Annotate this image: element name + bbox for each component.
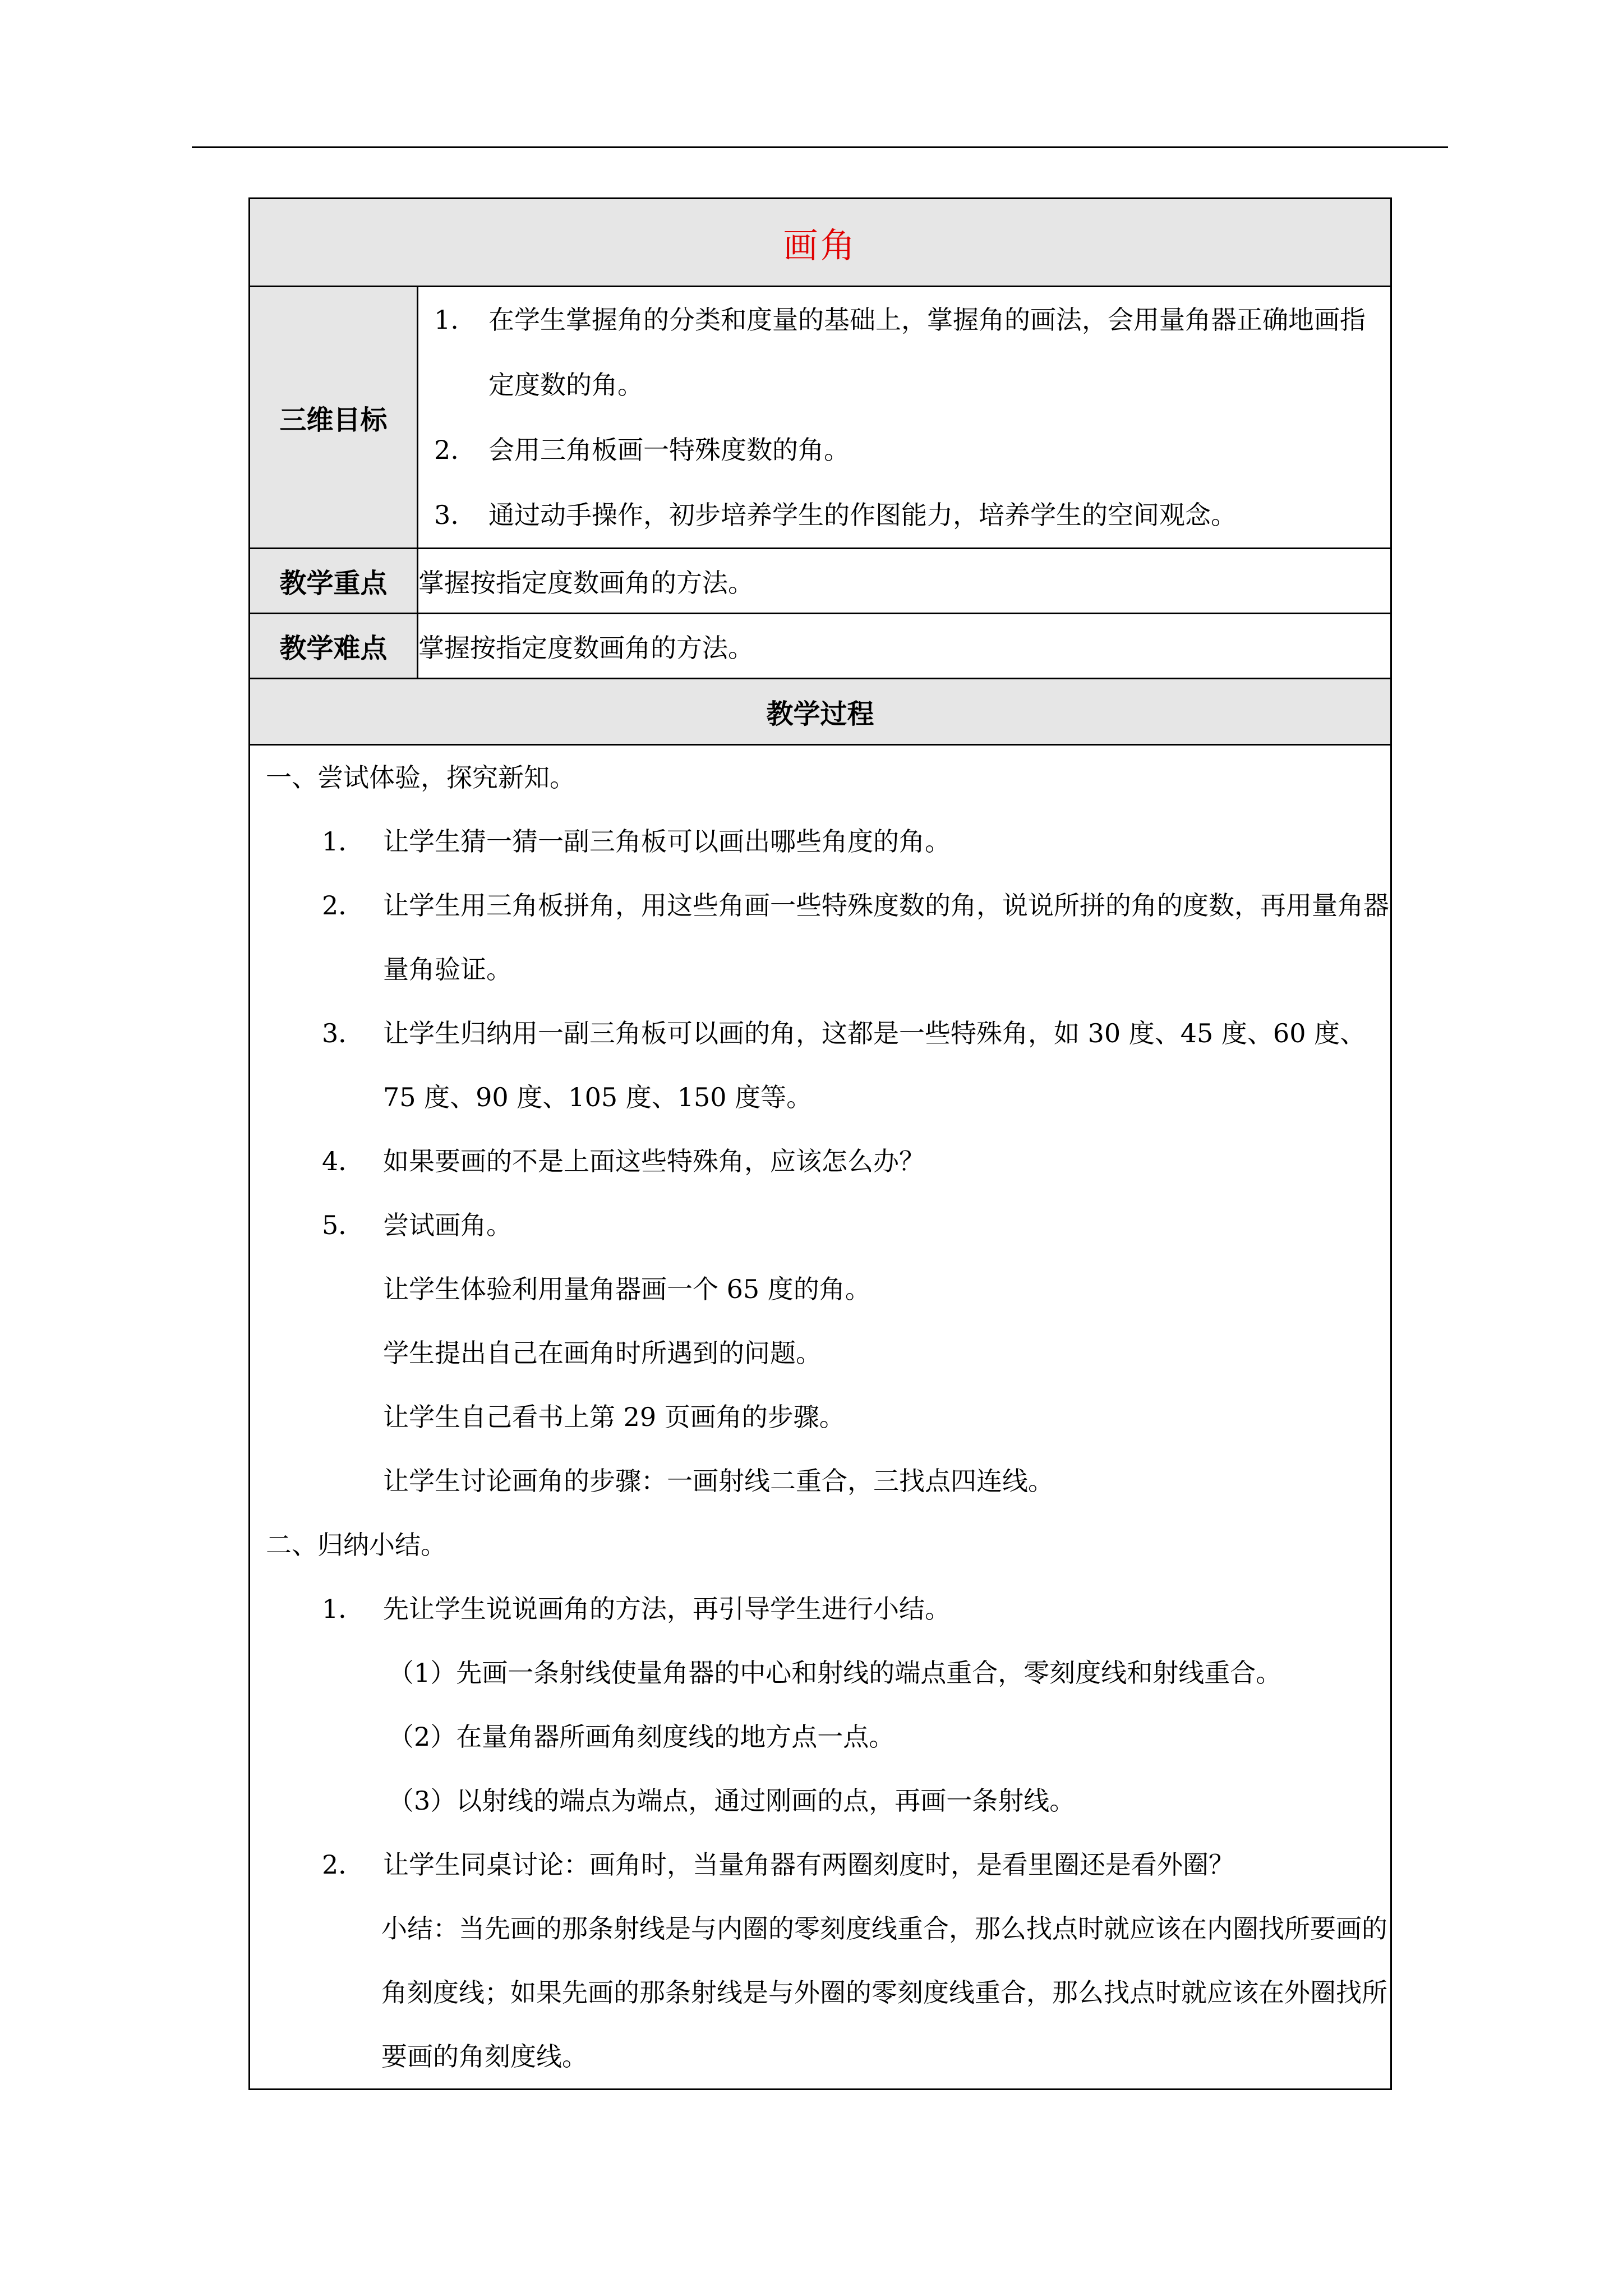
- item-text: 让学生猜一猜一副三角板可以画出哪些角度的角。: [383, 826, 951, 857]
- list-item: [250, 1001, 1390, 1129]
- goal-item: [418, 417, 1390, 482]
- sub-step: 学生提出自己在画角时所遇到的问题。: [383, 1338, 822, 1368]
- title-cell: [250, 199, 1391, 287]
- list-item: [250, 1833, 1390, 1897]
- item-number: 5．: [322, 1210, 365, 1240]
- method-step: （2）在量角器所画角刻度线的地方点一点。: [388, 1722, 895, 1752]
- difficulty-text: 掌握按指定度数画角的方法。: [418, 614, 1391, 679]
- item-text: 让学生同桌讨论：画角时，当量角器有两圈刻度时，是看里圈还是看外圈？: [383, 1849, 1234, 1880]
- difficulty-label: 教学难点: [250, 614, 418, 679]
- goal-number: 1.: [434, 305, 459, 335]
- list-item: [250, 809, 1390, 873]
- method-step: （1）先画一条射线使量角器的中心和射线的端点重合，零刻度线和射线重合。: [388, 1658, 1282, 1688]
- process-body: [250, 745, 1391, 2090]
- item-text: 如果要画的不是上面这些特殊角，应该怎么办？: [383, 1146, 925, 1176]
- list-item: [250, 873, 1390, 1001]
- goal-item: [418, 482, 1390, 547]
- list-item: [250, 1577, 1390, 1641]
- sub-step: 让学生讨论画角的步骤：一画射线二重合，三找点四连线。: [383, 1466, 1054, 1496]
- item-number: 3．: [322, 1018, 365, 1048]
- item-text: 让学生用三角板拼角，用这些角画一些特殊度数的角，说说所拼的角的度数，再用量角器量角验证。: [383, 890, 1389, 984]
- goals-label: 三维目标: [250, 287, 418, 549]
- item-text: 先让学生说说画角的方法，再引导学生进行小结。: [383, 1594, 951, 1624]
- item-number: 1．: [322, 1594, 365, 1624]
- item-number: 4．: [322, 1146, 365, 1176]
- sub-step: 让学生自己看书上第 29 页画角的步骤。: [383, 1402, 845, 1432]
- item-text: 尝试画角。: [383, 1210, 512, 1240]
- goal-item: [418, 287, 1390, 417]
- goal-number: 3.: [434, 500, 459, 530]
- method-step: （3）以射线的端点为端点，通过刚画的点，再画一条射线。: [388, 1786, 1076, 1816]
- header-rule: [192, 146, 1448, 148]
- summary-paragraph: 小结：当先画的那条射线是与内圈的零刻度线重合，那么找点时就应该在内圈找所要画的角刻度线；如果先画的那条射线是与外圈的零刻度线重合，那么找点时就应该在外圈找所要画的角刻度线。: [381, 1913, 1387, 2072]
- item-number: 2．: [322, 890, 365, 921]
- section-heading: 一、尝试体验，探究新知。: [266, 762, 575, 793]
- item-number: 1．: [322, 826, 365, 857]
- goal-number: 2.: [434, 435, 459, 465]
- lesson-plan-table: [248, 197, 1392, 2090]
- focus-text: 掌握按指定度数画角的方法。: [418, 549, 1391, 614]
- sub-step: 让学生体验利用量角器画一个 65 度的角。: [383, 1274, 871, 1304]
- process-heading: 教学过程: [250, 679, 1391, 745]
- list-item: [250, 1129, 1390, 1193]
- goal-text: 在学生掌握角的分类和度量的基础上，掌握角的画法，会用量角器正确地画指定度数的角。: [488, 305, 1366, 400]
- list-item: [250, 1193, 1390, 1257]
- section-heading: 二、归纳小结。: [266, 1530, 446, 1560]
- goal-text: 通过动手操作，初步培养学生的作图能力，培养学生的空间观念。: [488, 500, 1237, 530]
- page-title: 画角: [783, 224, 857, 266]
- goal-text: 会用三角板画一特殊度数的角。: [488, 435, 850, 465]
- item-text: 让学生归纳用一副三角板可以画的角，这都是一些特殊角，如 30 度、45 度、60 度、75 度、90 度、105 度、150 度等。: [383, 1018, 1366, 1112]
- item-number: 2．: [322, 1849, 365, 1880]
- focus-label: 教学重点: [250, 549, 418, 614]
- goals-cell: [418, 287, 1391, 549]
